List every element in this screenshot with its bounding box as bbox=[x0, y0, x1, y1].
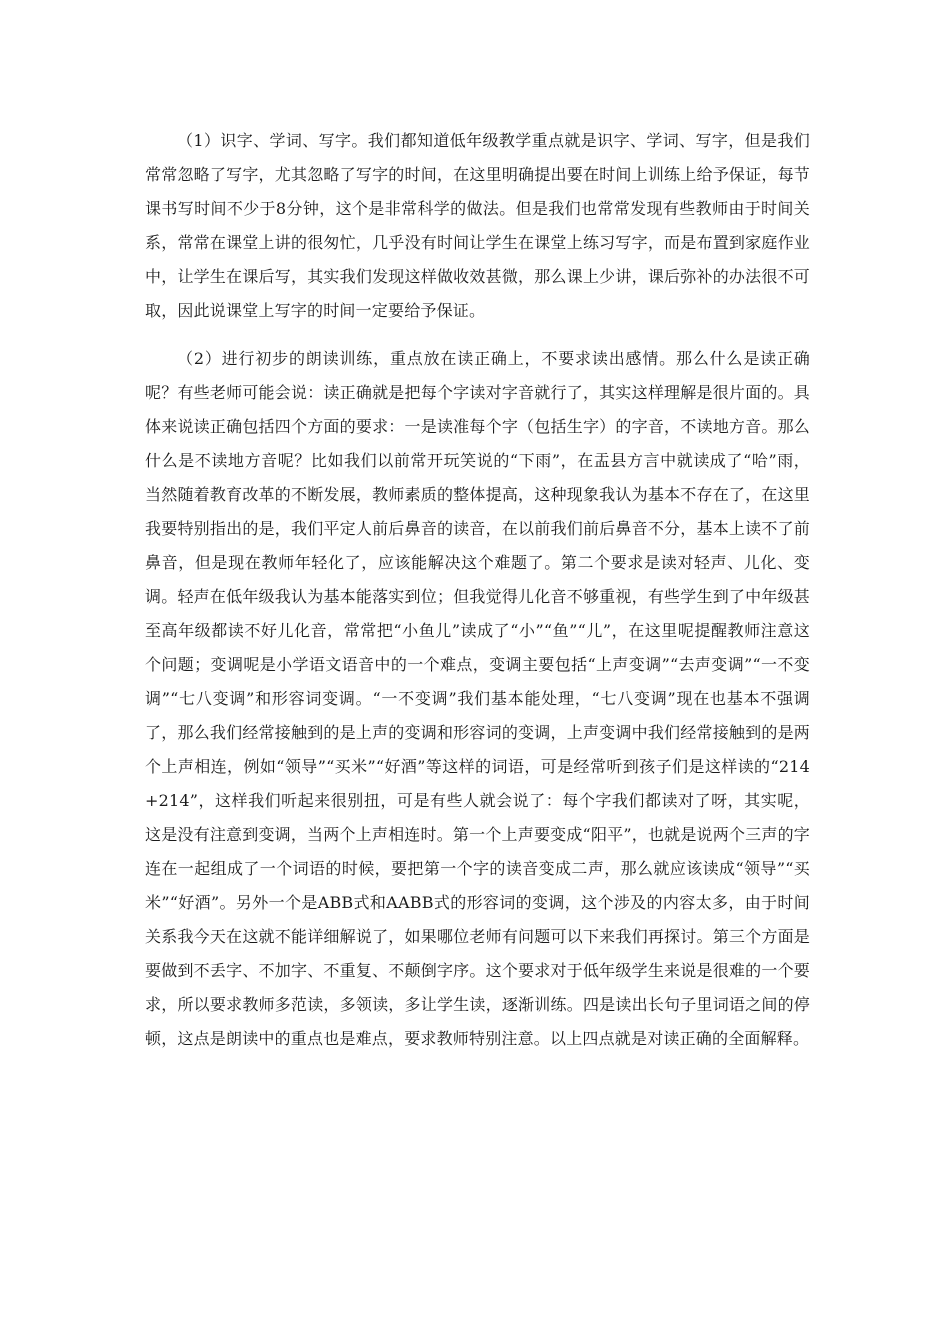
document-body bbox=[145, 124, 810, 1056]
paragraph-literacy-writing: （1）识字、学词、写字。我们都知道低年级教学重点就是识字、学词、写字，但是我们常常忽略了写字，尤其忽略了写字的时间，在这里明确提出要在时间上训练上给予保证，每节课书写时间不少于8分钟，这个是非常科学的做法。但是我们也常常发现有些教师由于时间关系，常常在课堂上讲的很匆忙，几乎没有时间让学生在课堂上练习写字，而是布置到家庭作业中，让学生在课后写，其实我们发现这样做收效甚微，那么课上少讲，课后弥补的办法很不可取，因此说课堂上写字的时间一定要给予保证。 bbox=[145, 131, 810, 320]
paragraph-reading-training: （2）进行初步的朗读训练，重点放在读正确上，不要求读出感情。那么什么是读正确呢？有些老师可能会说：读正确就是把每个字读对字音就行了，其实这样理解是很片面的。具体来说读正确包括四个方面的要求：一是读准每个字（包括生字）的字音，不读地方音。那么什么是不读地方音呢？比如我们以前常开玩笑说的“下雨”，在盂县方言中就读成了“哈”雨，当然随着教育改革的不断发展，教师素质的整体提高，这种现象我认为基本不存在了，在这里我要特别指出的是，我们平定人前后鼻音的读音，在以前我们前后鼻音不分，基本上读不了前鼻音，但是现在教师年轻化了，应该能解决这个难题了。第二个要求是读对轻声、儿化、变调。轻声在低年级我认为基本能落实到位；但我觉得儿化音不够重视，有些学生到了中年级甚至高年级都读不好儿化音，常常把“小鱼儿”读成了“小”“鱼”“儿”，在这里呢提醒教师注意这个问题；变调呢是小学语文语音中的一个难点，变调主要包括“上声变调”“去声变调”“一不变调”“七八变调”和形容词变调。“一不变调”我们基本能处理，“七八变调”现在也基本不强调了，那么我们经常接触到的是上声的变调和形容词的变调，上声变调中我们经常接触到的是两个上声相连，例如“领导”“买米”“好酒”等这样的词语，可是经常听到孩子们是这样读的“214+214”，这样我们听起来很别扭，可是有些人就会说了：每个字我们都读对了呀，其实呢，这是没有注意到变调，当两个上声相连时。第一个上声要变成“阳平”，也就是说两个三声的字连在一起组成了一个词语的时候，要把第一个字的读音变成二声，那么就应该读成“领导”“买米”“好酒”。另外一个是ABB式和AABB式的形容词的变调，这个涉及的内容太多，由于时间关系我今天在这就不能详细解说了，如果哪位老师有问题可以下来我们再探讨。第三个方面是要做到不丢字、不加字、不重复、不颠倒字序。这个要求对于低年级学生来说是很难的一个要求，所以要求教师多范读，多领读，多让学生读，逐渐训练。四是读出长句子里词语之间的停顿，这点是朗读中的重点也是难点，要求教师特别注意。以上四点就是对读正确的全面解释。 bbox=[145, 349, 810, 1048]
